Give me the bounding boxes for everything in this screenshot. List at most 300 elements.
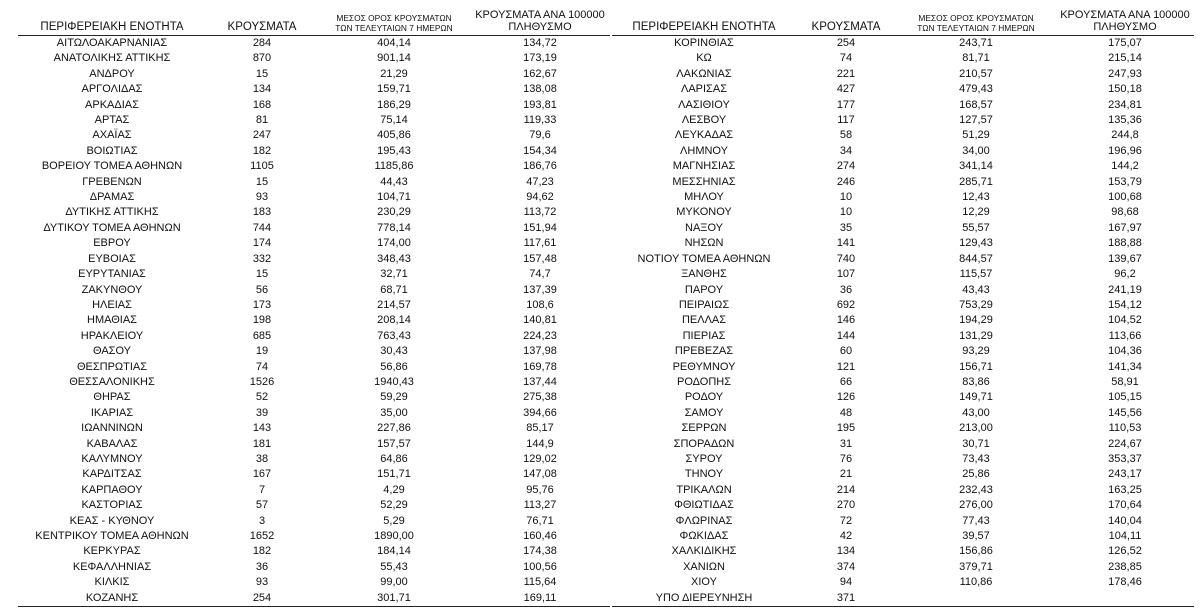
cases-count-cell: 744 (252, 221, 272, 234)
table-row (612, 98, 1194, 113)
cases-per-100k-cell: 154,12 (1108, 298, 1142, 311)
cases-count-cell: 36 (839, 283, 853, 296)
avg-7-days-cell: 405,86 (377, 129, 411, 142)
avg-7-days-cell: 93,29 (962, 345, 990, 358)
avg-7-days-cell: 115,57 (959, 268, 993, 281)
avg-7-days-cell: 195,43 (377, 144, 411, 157)
avg-7-days-cell: 159,71 (377, 83, 411, 96)
cases-count-cell: 371 (796, 591, 896, 607)
table-row (612, 375, 1194, 390)
table-row (612, 421, 1194, 436)
cases-count-cell: 254 (206, 591, 318, 607)
avg-7-days-cell: 404,14 (377, 37, 411, 49)
cases-per-100k-cell: 178,46 (1108, 576, 1142, 589)
cases-count-cell: 3 (258, 514, 266, 527)
header-region: ΠΕΡΙΦΕΡΕΙΑΚΗ ΕΝΟΤΗΤΑ (612, 4, 796, 36)
avg-7-days-cell: 151,71 (377, 468, 411, 481)
cases-per-100k-cell: 169,78 (523, 360, 557, 373)
cases-per-100k-cell: 100,68 (1108, 191, 1142, 204)
cases-count-cell: 117 (837, 114, 855, 127)
avg-7-days-cell: 243,71 (959, 37, 993, 49)
cases-per-100k-cell: 144,2 (1111, 160, 1139, 173)
avg-7-days-cell: 379,71 (959, 560, 993, 573)
region-name-cell: ΤΗΝΟΥ (684, 468, 724, 481)
region-name-cell: ΣΑΜΟΥ (684, 406, 724, 419)
cases-per-100k-cell: 134,72 (523, 37, 557, 49)
table-row (612, 591, 1194, 607)
cases-per-100k-cell: 74,7 (529, 268, 551, 281)
avg-7-days-cell: 844,57 (959, 252, 993, 265)
table-row (18, 514, 610, 529)
cases-count-cell: 198 (252, 314, 272, 327)
region-name-cell: ΝΗΣΩΝ (684, 237, 724, 250)
cases-table-left (18, 4, 610, 607)
region-name-cell: ΡΟΔΟΥ (684, 391, 724, 404)
avg-7-days-cell: 39,57 (962, 530, 990, 542)
avg-7-days-cell: 157,57 (377, 437, 411, 450)
table-row (612, 36, 1194, 52)
table-row (18, 36, 610, 52)
region-name-cell: ΚΕΝΤΡΙΚΟΥ ΤΟΜΕΑ ΑΘΗΝΩΝ (35, 530, 189, 542)
avg-7-days-cell: 81,71 (962, 52, 990, 65)
cases-count-cell: 246 (836, 175, 856, 188)
table-row (18, 82, 610, 97)
table-row (18, 267, 610, 282)
cases-count-cell: 93 (255, 576, 269, 589)
table-body-left (18, 36, 610, 607)
region-name-cell: ΤΡΙΚΑΛΩΝ (676, 483, 732, 496)
cases-per-100k-cell: 160,46 (523, 530, 557, 542)
cases-count-cell: 870 (252, 52, 272, 65)
table-row (18, 51, 610, 66)
avg-7-days-cell: 51,29 (962, 129, 990, 142)
cases-count-cell: 174 (252, 237, 272, 250)
avg-7-days-cell: 12,29 (962, 206, 990, 219)
cases-per-100k-cell: 140,04 (1108, 514, 1142, 527)
avg-7-days-cell: 186,29 (377, 98, 411, 111)
cases-count-cell: 58 (839, 129, 853, 142)
cases-per-100k-cell: 137,98 (523, 345, 557, 358)
cases-count-cell: 74 (839, 52, 853, 65)
cases-per-100k-cell: 105,15 (1108, 391, 1142, 404)
cases-per-100k-cell: 186,76 (523, 160, 557, 173)
region-name-cell: ΜΥΚΟΝΟΥ (676, 206, 732, 219)
avg-7-days-cell: 75,14 (380, 114, 408, 127)
table-row (612, 575, 1194, 590)
header-avg-line1: ΜΕΣΟΣ ΟΡΟΣ ΚΡΟΥΣΜΑΤΩΝ (918, 13, 1034, 23)
table-row (18, 159, 610, 174)
table-row (612, 483, 1194, 498)
avg-7-days-cell: 30,43 (380, 345, 408, 358)
region-name-cell: ΚΕΑΣ - ΚΥΘΝΟΥ (69, 514, 155, 527)
table-row (18, 283, 610, 298)
cases-count-cell: 374 (836, 560, 856, 573)
region-name-cell: ΛΑΚΩΝΙΑΣ (676, 67, 732, 80)
region-name-cell: ΛΑΣΙΘΙΟΥ (678, 98, 730, 111)
region-name-cell: ΞΑΝΘΗΣ (681, 268, 727, 281)
header-row-right (612, 4, 1194, 36)
avg-7-days-cell: 1185,86 (374, 160, 414, 173)
cases-per-100k-cell: 119,33 (523, 114, 557, 127)
region-name-cell: ΠΡΕΒΕΖΑΣ (674, 345, 734, 358)
cases-count-cell: 221 (836, 67, 856, 80)
region-name-cell: ΣΠΟΡΑΔΩΝ (673, 437, 735, 450)
avg-7-days-cell: 104,71 (377, 191, 411, 204)
table-row (18, 252, 610, 267)
avg-7-days-cell: 213,00 (959, 422, 993, 435)
cases-count-cell: 274 (836, 160, 856, 173)
cases-per-100k-cell: 170,64 (1108, 499, 1142, 512)
region-name-cell: ΧΑΝΙΩΝ (683, 560, 725, 573)
cases-count-cell: 35 (839, 221, 853, 234)
region-name-cell: ΥΠΟ ΔΙΕΡΕΥΝΗΣΗ (612, 591, 796, 607)
region-name-cell: ΗΜΑΘΙΑΣ (87, 314, 137, 327)
table-row (18, 452, 610, 467)
table-row (18, 313, 610, 328)
table-row (18, 298, 610, 313)
cases-count-cell: 173 (252, 298, 272, 311)
cases-count-cell: 143 (252, 422, 272, 435)
cases-per-100k-cell: 353,37 (1108, 452, 1142, 465)
cases-per-100k-cell: 167,97 (1108, 221, 1142, 234)
cases-per-100k-cell (1056, 591, 1194, 607)
cases-per-100k-cell: 98,68 (1111, 206, 1139, 219)
table-row (18, 544, 610, 559)
cases-per-100k-cell: 137,39 (523, 283, 557, 296)
avg-7-days-cell: 348,43 (377, 252, 411, 265)
table-row (612, 560, 1194, 575)
cases-per-100k-cell: 175,07 (1108, 37, 1142, 49)
avg-7-days-cell: 174,00 (377, 237, 411, 250)
cases-count-cell: 685 (252, 329, 272, 342)
region-name-cell: ΚΑΒΑΛΑΣ (86, 437, 138, 450)
region-name-cell: ΙΩΑΝΝΙΝΩΝ (81, 422, 143, 435)
cases-count-cell: 1652 (249, 530, 275, 542)
avg-7-days-cell: 168,57 (959, 98, 993, 111)
cases-count-cell: 144 (836, 329, 856, 342)
cases-per-100k-cell: 193,81 (523, 98, 557, 111)
header-per100k-line2: ΠΛΗΘΥΣΜΟ (1093, 21, 1157, 33)
table-row (612, 452, 1194, 467)
avg-7-days-cell: 230,29 (377, 206, 411, 219)
cases-count-cell: 1526 (249, 375, 275, 388)
cases-per-100k-cell: 110,53 (1108, 422, 1142, 435)
cases-count-cell: 81 (255, 114, 269, 127)
region-name-cell: ΒΟΙΩΤΙΑΣ (86, 144, 138, 157)
cases-count-cell: 284 (252, 37, 272, 49)
cases-per-100k-cell: 224,67 (1108, 437, 1142, 450)
table-row (18, 128, 610, 143)
avg-7-days-cell: 77,43 (962, 514, 990, 527)
region-name-cell: ΡΕΘΥΜΝΟΥ (672, 360, 736, 373)
cases-per-100k-cell: 135,36 (1108, 114, 1142, 127)
cases-count-cell: 195 (836, 422, 856, 435)
table-row (18, 498, 610, 513)
region-name-cell: ΑΝΔΡΟΥ (89, 67, 135, 80)
region-name-cell: ΦΛΩΡΙΝΑΣ (675, 514, 733, 527)
table-row (18, 190, 610, 205)
cases-count-cell: 1105 (250, 160, 274, 173)
cases-count-cell: 60 (839, 345, 853, 358)
avg-7-days-cell: 156,86 (959, 545, 993, 558)
avg-7-days-cell: 301,71 (318, 591, 470, 607)
region-name-cell: ΗΛΕΙΑΣ (92, 298, 132, 311)
table-row (612, 329, 1194, 344)
cases-per-100k-cell: 96,2 (1114, 268, 1136, 281)
avg-7-days-cell: 25,86 (962, 468, 990, 481)
table-row (612, 514, 1194, 529)
table-row (18, 467, 610, 482)
avg-7-days-cell: 43,43 (962, 283, 990, 296)
cases-count-cell: 39 (255, 406, 269, 419)
avg-7-days-cell: 276,00 (959, 499, 993, 512)
cases-count-cell: 121 (836, 360, 856, 373)
cases-per-100k-cell: 173,19 (523, 52, 557, 65)
region-name-cell: ΘΕΣΣΑΛΟΝΙΚΗΣ (69, 375, 155, 388)
region-name-cell: ΛΕΣΒΟΥ (681, 114, 727, 127)
cases-per-100k-cell: 275,38 (523, 391, 557, 404)
avg-7-days-cell: 763,43 (377, 329, 411, 342)
region-name-cell: ΡΟΔΟΠΗΣ (676, 375, 732, 388)
cases-per-100k-cell: 163,25 (1108, 483, 1142, 496)
cases-per-100k-cell: 79,6 (529, 129, 551, 142)
cases-count-cell: 15 (255, 268, 269, 281)
table-row (612, 544, 1194, 559)
header-cases-per-100k (470, 4, 610, 36)
table-row (18, 560, 610, 575)
cases-per-100k-cell: 137,44 (523, 375, 557, 388)
cases-count-cell: 76 (839, 452, 853, 465)
avg-7-days-cell: 99,00 (380, 576, 408, 589)
region-name-cell: ΠΙΕΡΙΑΣ (682, 329, 726, 342)
cases-count-cell: 66 (839, 375, 853, 388)
cases-per-100k-cell: 108,6 (526, 298, 554, 311)
avg-7-days-cell: 21,29 (380, 67, 408, 80)
table-row (18, 98, 610, 113)
avg-7-days-cell: 59,29 (380, 391, 408, 404)
header-avg-line1: ΜΕΣΟΣ ΟΡΟΣ ΚΡΟΥΣΜΑΤΩΝ (336, 13, 452, 23)
table-row (18, 175, 610, 190)
avg-7-days-cell: 156,71 (959, 360, 993, 373)
table-row (18, 144, 610, 159)
table-row (18, 205, 610, 220)
cases-per-100k-cell: 145,56 (1108, 406, 1142, 419)
table-row (612, 175, 1194, 190)
avg-7-days-cell: 127,57 (959, 114, 993, 127)
region-name-cell: ΝΑΞΟΥ (685, 221, 723, 234)
region-name-cell: ΚΟΖΑΝΗΣ (18, 591, 206, 607)
cases-count-cell: 692 (836, 298, 856, 311)
cases-per-100k-cell: 115,64 (523, 576, 557, 589)
cases-count-cell: 167 (252, 468, 272, 481)
header-per100k-line2: ΠΛΗΘΥΣΜΟ (508, 21, 572, 33)
table-body-right (612, 36, 1194, 607)
table-row (18, 67, 610, 82)
cases-per-100k-cell: 85,17 (526, 422, 554, 435)
cases-per-100k-cell: 129,02 (523, 452, 557, 465)
avg-7-days-cell: 43,00 (962, 406, 990, 419)
avg-7-days-cell: 194,29 (959, 314, 993, 327)
region-name-cell: ΗΡΑΚΛΕΙΟΥ (80, 329, 144, 342)
cases-per-100k-cell: 154,34 (523, 144, 557, 157)
region-name-cell: ΣΥΡΟΥ (685, 452, 723, 465)
region-name-cell: ΚΕΦΑΛΛΗΝΙΑΣ (72, 560, 152, 573)
cases-count-cell: 182 (252, 545, 272, 558)
header-cases: ΚΡΟΥΣΜΑΤΑ (206, 4, 318, 36)
table-row (612, 529, 1194, 544)
cases-count-cell: 134 (836, 545, 856, 558)
header-per100k-line1: ΚΡΟΥΣΜΑΤΑ ΑΝΑ 100000 (475, 9, 605, 21)
table-row (18, 375, 610, 390)
cases-count-cell: 740 (836, 252, 856, 265)
cases-count-cell: 36 (255, 560, 269, 573)
table-row (18, 406, 610, 421)
cases-per-100k-cell: 243,17 (1108, 468, 1142, 481)
cases-per-100k-cell: 394,66 (523, 406, 557, 419)
table-row (18, 360, 610, 375)
table-row (612, 159, 1194, 174)
table-row (612, 437, 1194, 452)
cases-per-100k-cell: 76,71 (526, 514, 554, 527)
cases-count-cell: 181 (252, 437, 272, 450)
cases-per-100k-cell: 104,52 (1108, 314, 1142, 327)
cases-per-100k-cell: 104,11 (1108, 530, 1142, 542)
region-name-cell: ΕΥΒΟΙΑΣ (88, 252, 136, 265)
avg-7-days-cell: 232,43 (959, 483, 993, 496)
region-name-cell: ΑΝΑΤΟΛΙΚΗΣ ΑΤΤΙΚΗΣ (53, 52, 171, 65)
cases-count-cell: 247 (252, 129, 272, 142)
table-row (612, 498, 1194, 513)
table-row (612, 360, 1194, 375)
avg-7-days-cell: 55,57 (962, 221, 990, 234)
cases-count-cell: 134 (252, 83, 272, 96)
region-name-cell: ΔΥΤΙΚΟΥ ΤΟΜΕΑ ΑΘΗΝΩΝ (43, 221, 181, 234)
region-name-cell: ΑΡΚΑΔΙΑΣ (85, 98, 139, 111)
cases-per-100k-cell: 113,66 (1108, 329, 1142, 342)
cases-count-cell: 74 (255, 360, 269, 373)
cases-per-100k-cell: 162,67 (523, 67, 557, 80)
table-row (18, 421, 610, 436)
region-name-cell: ΑΡΤΑΣ (94, 114, 130, 127)
table-row (18, 529, 610, 544)
table-row (612, 221, 1194, 236)
cases-per-100k-cell: 215,14 (1108, 52, 1142, 65)
cases-per-100k-cell: 140,81 (523, 314, 557, 327)
avg-7-days-cell: 227,86 (377, 422, 411, 435)
region-name-cell: ΝΟΤΙΟΥ ΤΟΜΕΑ ΑΘΗΝΩΝ (637, 252, 771, 265)
cases-per-100k-cell: 95,76 (526, 483, 554, 496)
region-name-cell: ΔΥΤΙΚΗΣ ΑΤΤΙΚΗΣ (65, 206, 159, 219)
cases-count-cell: 94 (839, 576, 853, 589)
header-region: ΠΕΡΙΦΕΡΕΙΑΚΗ ΕΝΟΤΗΤΑ (18, 4, 206, 36)
cases-count-cell: 146 (836, 314, 856, 327)
header-cases-per-100k (1056, 4, 1194, 36)
table-row (18, 113, 610, 128)
table-row (612, 67, 1194, 82)
header-row-left (18, 4, 610, 36)
cases-per-100k-cell: 104,36 (1108, 345, 1142, 358)
cases-per-100k-cell: 100,56 (523, 560, 557, 573)
region-name-cell: ΔΡΑΜΑΣ (89, 191, 135, 204)
region-name-cell: ΠΑΡΟΥ (684, 283, 724, 296)
table-row (612, 313, 1194, 328)
table-row (612, 467, 1194, 482)
cases-per-100k-cell: 169,11 (470, 591, 610, 607)
header-cases: ΚΡΟΥΣΜΑΤΑ (796, 4, 896, 36)
region-name-cell: ΘΗΡΑΣ (93, 391, 131, 404)
cases-per-100k-cell: 58,91 (1111, 375, 1139, 388)
avg-7-days-cell: 208,14 (377, 314, 411, 327)
table-row (612, 283, 1194, 298)
avg-7-days-cell: 30,71 (962, 437, 990, 450)
cases-count-cell: 270 (836, 499, 856, 512)
cases-per-100k-cell: 47,23 (526, 175, 554, 188)
region-name-cell: ΕΒΡΟΥ (93, 237, 131, 250)
cases-per-100k-cell: 94,62 (526, 191, 554, 204)
avg-7-days-cell: 753,29 (959, 298, 993, 311)
header-avg-7-days (896, 4, 1056, 36)
cases-count-cell: 38 (255, 452, 269, 465)
avg-7-days-cell: 52,29 (380, 499, 408, 512)
cases-per-100k-cell: 117,61 (523, 237, 557, 250)
avg-7-days-cell: 149,71 (959, 391, 993, 404)
cases-count-cell: 254 (836, 37, 856, 49)
cases-count-cell: 31 (839, 437, 853, 450)
avg-7-days-cell (896, 591, 1056, 607)
cases-count-cell: 34 (839, 144, 853, 157)
cases-count-cell: 52 (255, 391, 269, 404)
cases-per-100k-cell: 141,34 (1108, 360, 1142, 373)
table-row (612, 128, 1194, 143)
avg-7-days-cell: 210,57 (959, 67, 993, 80)
cases-count-cell: 427 (836, 83, 856, 96)
cases-per-100k-cell: 126,52 (1108, 545, 1142, 558)
region-name-cell: ΙΚΑΡΙΑΣ (90, 406, 134, 419)
cases-per-100k-cell: 241,19 (1108, 283, 1142, 296)
table-row (612, 144, 1194, 159)
region-name-cell: ΜΑΓΝΗΣΙΑΣ (672, 160, 736, 173)
cases-per-100k-cell: 244,8 (1111, 129, 1139, 142)
region-name-cell: ΛΗΜΝΟΥ (680, 144, 728, 157)
cases-count-cell: 93 (255, 191, 269, 204)
table-row (612, 113, 1194, 128)
cases-count-cell: 10 (839, 191, 853, 204)
cases-count-cell: 56 (255, 283, 269, 296)
avg-7-days-cell: 64,86 (380, 452, 408, 465)
avg-7-days-cell: 129,43 (959, 237, 993, 250)
cases-per-100k-cell: 139,67 (1108, 252, 1142, 265)
cases-count-cell: 332 (252, 252, 272, 265)
table-row (612, 236, 1194, 251)
region-name-cell: ΚΙΛΚΙΣ (94, 576, 130, 589)
avg-7-days-cell: 44,43 (380, 175, 408, 188)
cases-per-100k-cell: 138,08 (523, 83, 557, 96)
table-row (612, 51, 1194, 66)
region-name-cell: ΛΕΥΚΑΔΑΣ (674, 129, 734, 142)
avg-7-days-cell: 901,14 (377, 52, 411, 65)
table-row (18, 591, 610, 607)
cases-count-cell: 21 (839, 468, 853, 481)
avg-7-days-cell: 184,14 (377, 545, 411, 558)
region-name-cell: ΚΑΣΤΟΡΙΑΣ (81, 499, 143, 512)
region-name-cell: ΚΩ (696, 52, 712, 65)
cases-table-right (612, 4, 1194, 607)
avg-7-days-cell: 214,57 (377, 298, 411, 311)
header-avg-line2: ΤΩΝ ΤΕΛΕΥΤΑΙΩΝ 7 ΗΜΕΡΩΝ (335, 23, 453, 33)
region-name-cell: ΠΕΙΡΑΙΩΣ (678, 298, 730, 311)
table-row (612, 190, 1194, 205)
avg-7-days-cell: 12,43 (962, 191, 990, 204)
